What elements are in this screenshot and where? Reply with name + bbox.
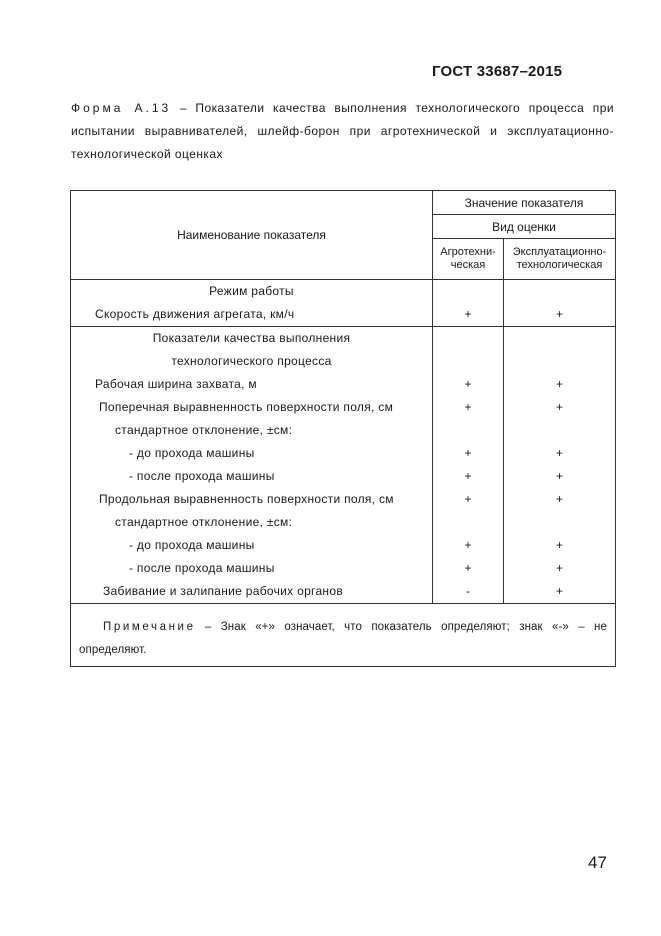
form-label: Форма А.13 [71, 101, 172, 115]
row-agro-mark: + [433, 303, 504, 327]
row-expl-mark: + [504, 442, 616, 465]
row-expl-mark: + [504, 580, 616, 604]
row-agro-mark: + [433, 373, 504, 396]
row-expl-mark [504, 280, 616, 304]
row-expl-mark: + [504, 465, 616, 488]
table-row [71, 511, 616, 534]
row-name: Рабочая ширина захвата, м [71, 373, 433, 396]
row-name: Режим работы [71, 280, 433, 304]
table-row [71, 488, 616, 511]
row-expl-mark [504, 327, 616, 351]
row-expl-mark: + [504, 373, 616, 396]
table-row [71, 396, 616, 419]
note-label: Примечание [103, 621, 196, 633]
row-agro-mark: - [433, 580, 504, 604]
row-name: Скорость движения агрегата, км/ч [71, 303, 433, 327]
table-row [71, 303, 616, 327]
row-name: Продольная выравненность поверхности поля, см [71, 488, 433, 511]
row-expl-mark: + [504, 488, 616, 511]
row-agro-mark: + [433, 557, 504, 580]
row-agro-mark: + [433, 488, 504, 511]
table-row [71, 580, 616, 604]
row-name: - до прохода машины [71, 442, 433, 465]
indicators-table [70, 190, 616, 667]
row-name: Забивание и залипание рабочих органов [71, 580, 433, 604]
row-expl-mark: + [504, 396, 616, 419]
table-note [71, 604, 616, 667]
row-agro-mark [433, 511, 504, 534]
table-row [71, 373, 616, 396]
row-expl-mark [504, 419, 616, 442]
page-number: 47 [588, 853, 607, 872]
table-row [71, 350, 616, 373]
row-name: стандартное отклонение, ±см: [71, 511, 433, 534]
row-agro-mark: + [433, 442, 504, 465]
row-agro-mark: + [433, 396, 504, 419]
document-code: ГОСТ 33687–2015 [432, 63, 563, 80]
row-name: стандартное отклонение, ±см: [71, 419, 433, 442]
form-caption [71, 97, 614, 166]
row-name: Показатели качества выполнения [71, 327, 433, 351]
row-expl-mark: + [504, 303, 616, 327]
row-agro-mark [433, 419, 504, 442]
table-row [71, 557, 616, 580]
row-expl-mark [504, 511, 616, 534]
row-name: технологического процесса [71, 350, 433, 373]
note-text: – Знак «+» означает, что показатель определяют; знак «-» – не определяют. [79, 621, 608, 656]
header-indicator-name: Наименование показателя [71, 191, 433, 280]
table-row [71, 419, 616, 442]
header-assessment-type: Вид оценки [433, 215, 616, 239]
table-row [71, 280, 616, 304]
header-col-agrotechnical: Агротехни-ческая [433, 239, 504, 280]
row-name: Поперечная выравненность поверхности поля, см [71, 396, 433, 419]
form-caption-text: – Показатели качества выполнения технологического процесса при испытании выравнивателей, шлейф-борон при агротехнической и эксплуатационно-технологической оценках [71, 101, 614, 161]
row-name: - после прохода машины [71, 465, 433, 488]
row-agro-mark: + [433, 534, 504, 557]
table-row [71, 442, 616, 465]
row-expl-mark: + [504, 534, 616, 557]
row-agro-mark [433, 350, 504, 373]
header-indicator-value: Значение показателя [433, 191, 616, 215]
header-col-operational: Эксплуатационно-технологическая [504, 239, 616, 280]
table-row [71, 465, 616, 488]
row-name: - после прохода машины [71, 557, 433, 580]
row-name: - до прохода машины [71, 534, 433, 557]
table-row [71, 327, 616, 351]
row-agro-mark: + [433, 465, 504, 488]
row-agro-mark [433, 327, 504, 351]
row-expl-mark: + [504, 557, 616, 580]
row-agro-mark [433, 280, 504, 304]
row-expl-mark [504, 350, 616, 373]
table-row [71, 534, 616, 557]
